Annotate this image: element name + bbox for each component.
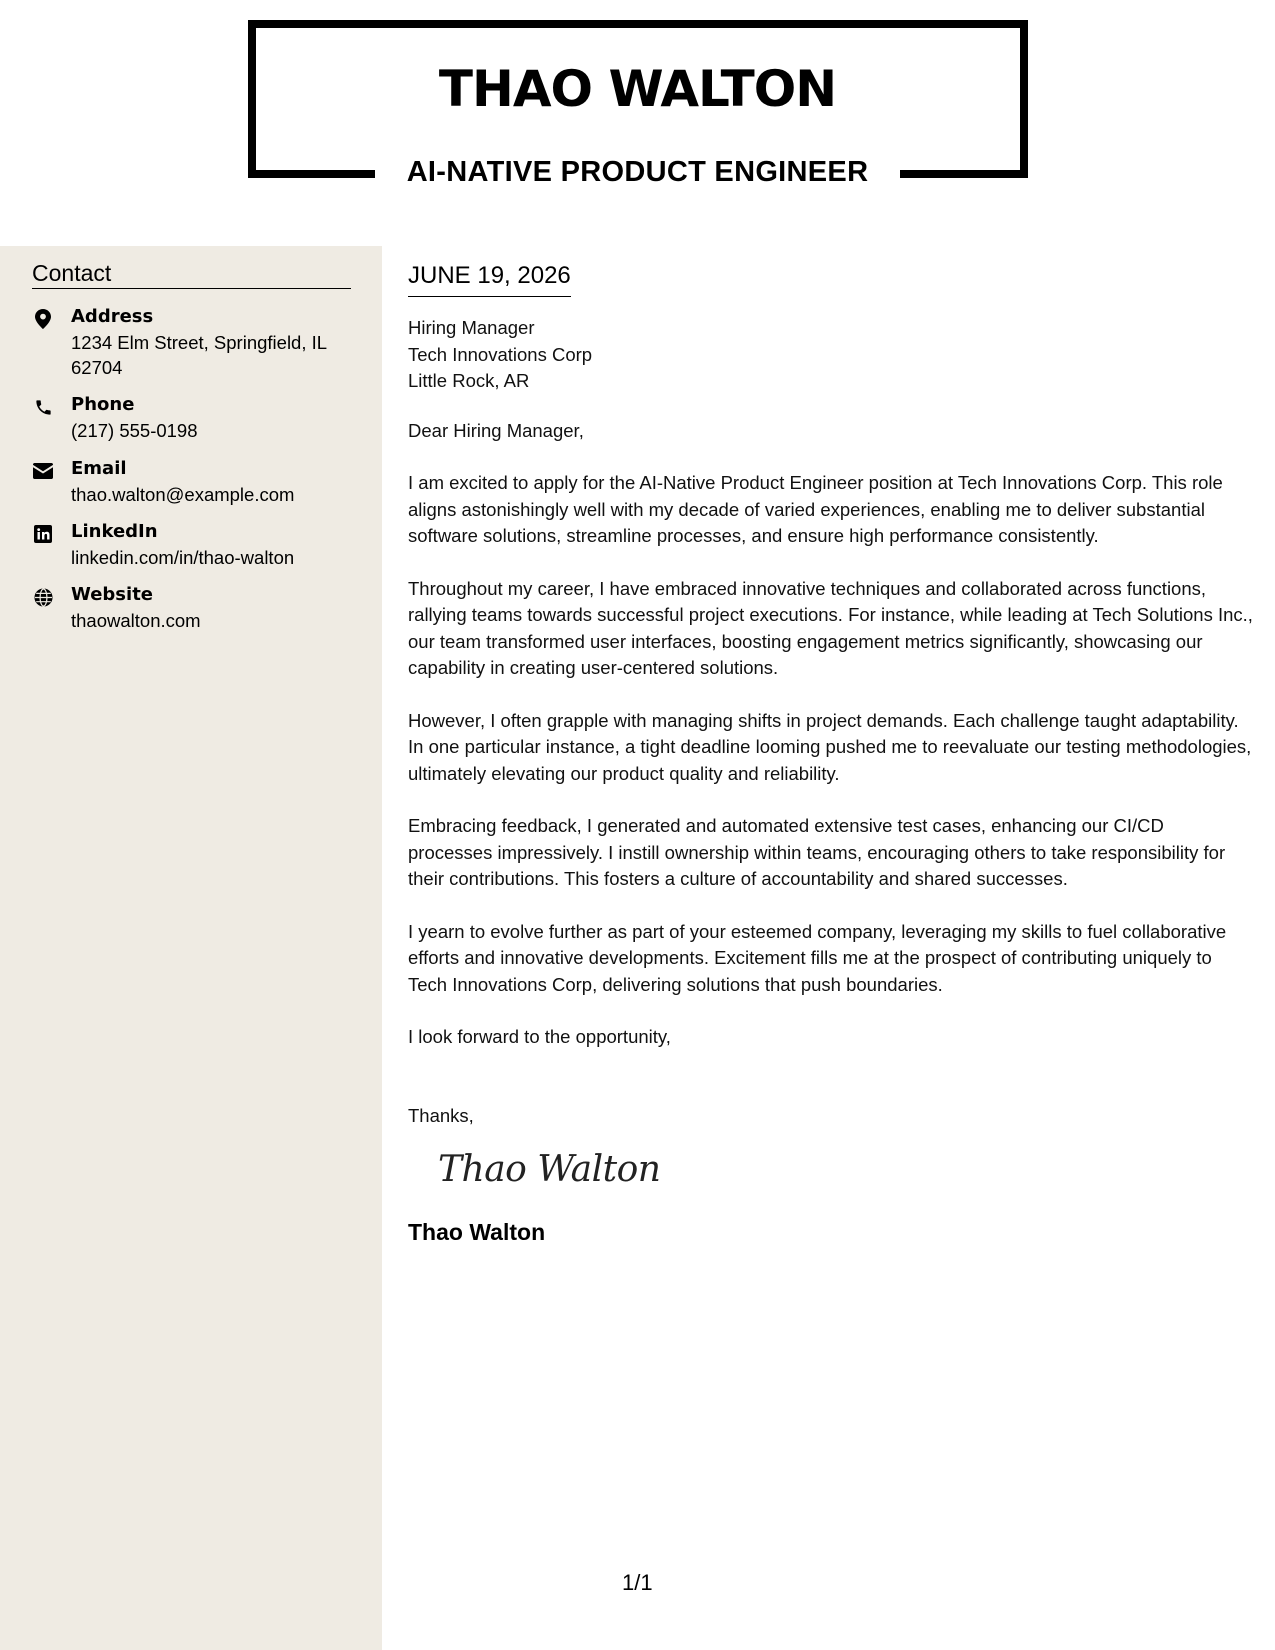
letter-body [408,262,1253,1246]
website-label: Website [71,584,154,605]
role-title: AI-NATIVE PRODUCT ENGINEER [406,156,869,188]
linkedin-value: linkedin.com/in/thao-walton [71,547,295,568]
recipient-line: Hiring Manager [408,317,535,338]
paragraph: Throughout my career, I have embraced innovative techniques and collaborated across functions, rallying teams towards successful project executions. For instance, while leading at Tech Solutions Inc., our team transformed user interfaces, boosting engagement metrics significantly, showcasing our capability in creating user-centered solutions. [408,577,1253,678]
signer-name: Thao Walton [408,1219,546,1245]
page-number: 1/1 [622,1570,653,1595]
envelope-icon [32,460,54,482]
map-pin-icon [32,308,54,330]
website-value: thaowalton.com [71,610,201,631]
recipient-line: Tech Innovations Corp [408,343,593,365]
recipient-block [408,315,1253,395]
globe-icon [32,586,54,608]
recipient-line: Little Rock, AR [408,370,530,391]
sign-off: Thanks, [408,1104,474,1126]
contact-heading: Contact [32,260,351,289]
address-value: 1234 Elm Street, Springfield, IL 62704 [71,332,327,378]
address-label: Address [71,306,154,327]
applicant-name: THAO WALTON [438,60,837,118]
salutation: Dear Hiring Manager, [408,419,584,441]
email-value: thao.walton@example.com [71,484,295,505]
letter-date: JUNE 19, 2026 [408,262,571,297]
phone-icon [32,396,54,418]
paragraph: Embracing feedback, I generated and automated extensive test cases, enhancing our CI/CD processes impressively. I instill ownership within teams, encouraging others to take responsibility for their contributions. This fosters a culture of accountability and shared successes. [408,815,1226,889]
paragraph: I am excited to apply for the AI-Native Product Engineer position at Tech Innovations Corp. This role aligns astonishingly well with my decade of varied experiences, enabling me to deliver substantial software solutions, streamline processes, and ensure high performance consistently. [408,472,1223,546]
role-title-wrapper [375,152,900,196]
linkedin-label: LinkedIn [71,521,158,542]
paragraph: I yearn to evolve further as part of your esteemed company, leveraging my skills to fuel collaborative efforts and innovative developments. Excitement fills me at the prospect of contributing uniquely to Tech Innovations Corp, delivering solutions that push boundaries. [408,920,1227,995]
linkedin-icon [32,523,54,545]
phone-value: (217) 555-0198 [71,420,198,441]
contact-sidebar [0,246,382,1650]
closing-line: I look forward to the opportunity, [408,1026,671,1047]
phone-label: Phone [71,394,135,415]
handwritten-signature: Thao Walton [438,1149,661,1190]
paragraph: However, I often grapple with managing shifts in project demands. Each challenge taught adaptability. In one particular instance, a tight deadline looming pushed me to reevaluate our testing methodologies, ultimately elevating our product quality and reliability. [408,709,1252,784]
email-label: Email [71,458,127,479]
